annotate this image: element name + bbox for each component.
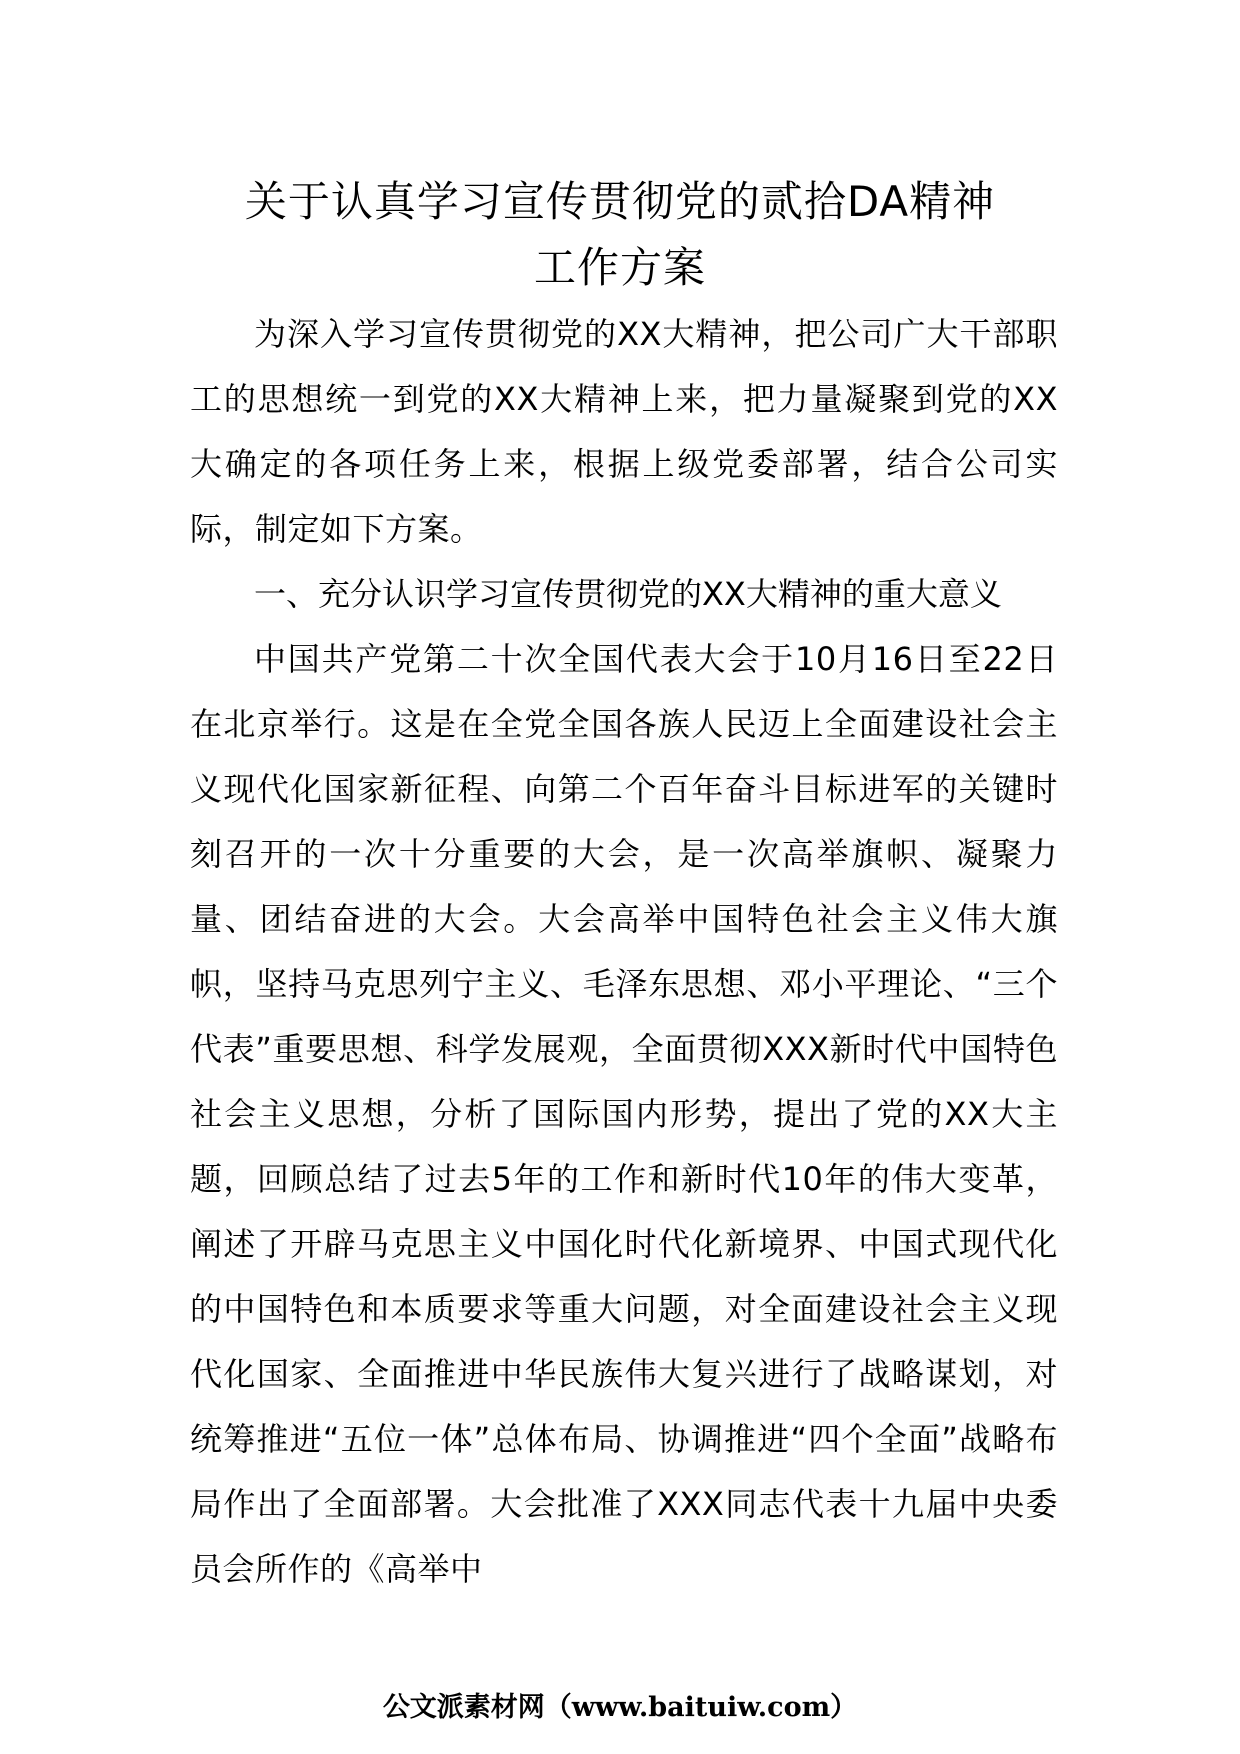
section-1-paragraph: 中国共产党第二十次全国代表大会于10月16日至22日在北京举行。这是在全党全国各族人民迈上全面建设社会主义现代化国家新征程、向第二个百年奋斗目标进军的关键时刻召开的一次十分重要的大会，是一次高举旗帜、凝聚力量、团结奋进的大会。大会高举中国特色社会主义伟大旗帜，坚持马克思列宁主义、毛泽东思想、邓小平理论、“三个代表”重要思想、科学发展观，全面贯彻XXX新时代中国特色社会主义思想，分析了国际国内形势，提出了党的XX大主题，回顾总结了过去5年的工作和新时代10年的伟大变革，阐述了开辟马克思主义中国化时代化新境界、中国式现代化的中国特色和本质要求等重大问题，对全面建设社会主义现代化国家、全面推进中华民族伟大复兴进行了战略谋划，对统筹推进“五位一体”总体布局、协调推进“四个全面”战略布局作出了全面部署。大会批准了XXX同志代表十九届中央委员会所作的《高举中 bbox=[190, 640, 1058, 1588]
document-title-line-1: 关于认真学习宣传贯彻党的贰拾DA精神 bbox=[244, 177, 996, 226]
document-body bbox=[190, 302, 1058, 1602]
section-1-heading: 一、充分认识学习宣传贯彻党的XX大精神的重大意义 bbox=[254, 575, 1002, 613]
page-footer-source: 公文派素材网（www.baituiw.com） bbox=[382, 1692, 858, 1723]
document-title-line-2: 工作方案 bbox=[533, 243, 706, 292]
intro-paragraph: 为深入学习宣传贯彻党的XX大精神，把公司广大干部职工的思想统一到党的XX大精神上来，把力量凝聚到党的XX大确定的各项任务上来，根据上级党委部署，结合公司实际，制定如下方案。 bbox=[190, 315, 1058, 548]
